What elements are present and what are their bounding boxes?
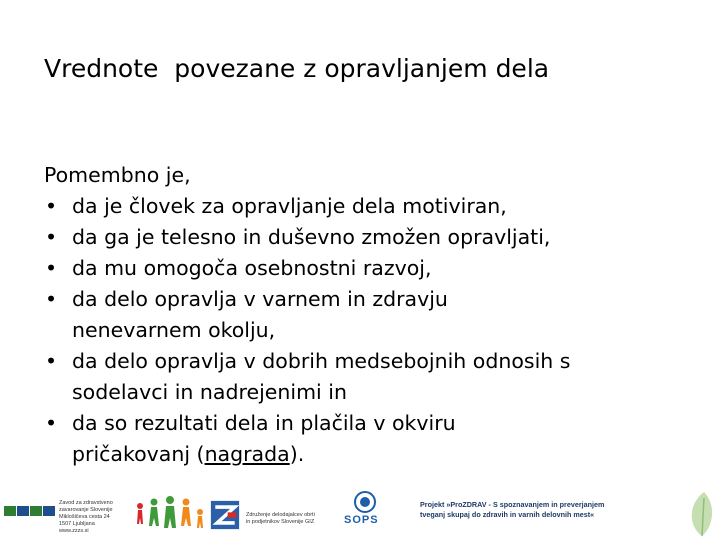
footer-logos xyxy=(0,488,720,540)
project-line: tveganj skupaj do zdravih in varnih delovnih mest« xyxy=(420,510,595,519)
zzzs-mark-icon xyxy=(4,504,56,518)
bullet-dot: • xyxy=(45,411,58,435)
slide-title: Vrednote povezane z opravljanjem dela xyxy=(44,54,550,83)
bullet-item xyxy=(44,253,704,284)
zdops-line: Združenje delodajalcev obrti xyxy=(246,512,315,518)
zzzs-line: www.zzzs.si xyxy=(59,528,89,534)
project-line: Projekt »ProZDRAV - S spoznavanjem in preverjanjem xyxy=(420,500,605,509)
last-line-prefix: pričakovanj ( xyxy=(72,442,205,466)
last-line-suffix: ). xyxy=(289,442,305,466)
bullet-item xyxy=(44,191,704,222)
intro-text: Pomembno je, xyxy=(44,163,191,187)
project-text xyxy=(420,500,682,520)
bullet-item xyxy=(44,346,704,408)
people-figures-icon xyxy=(130,492,210,536)
zdops-line: in podjetnikov Slovenije GIZ xyxy=(246,519,315,525)
bullet-item xyxy=(44,284,704,346)
bullet-dot: • xyxy=(45,225,58,249)
reward-word: nagrada xyxy=(204,442,290,466)
slide-body xyxy=(44,160,704,470)
zdops-mark-icon xyxy=(210,500,240,530)
bullet-text: da je človek za opravljanje dela motiviran, xyxy=(72,194,507,218)
bullet-item xyxy=(44,222,704,253)
bullet-text-continued: nenevarnem okolju, xyxy=(72,318,276,342)
bullet-text: da delo opravlja v varnem in zdravju xyxy=(72,287,448,311)
sops-emblem-icon xyxy=(350,490,380,514)
bullet-list xyxy=(44,191,704,470)
bullet-text: da mu omogoča osebnostni razvoj, xyxy=(72,256,432,280)
zdops-logo xyxy=(210,496,340,536)
zzzs-line: Zavod za zdravstveno xyxy=(59,500,113,506)
bullet-text: da delo opravlja v dobrih medsebojnih odnosih s xyxy=(72,349,571,373)
bullet-dot: • xyxy=(45,287,58,311)
sops-name: SOPS xyxy=(344,514,379,526)
bullet-text-continued xyxy=(72,439,704,470)
leaf-icon xyxy=(682,490,720,538)
bullet-text-continued: sodelavci in nadrejenimi in xyxy=(72,380,347,404)
zzzs-logo xyxy=(4,496,124,536)
bullet-text: da so rezultati dela in plačila v okviru xyxy=(72,411,456,435)
zzzs-line: 1507 Ljubljana xyxy=(59,521,95,527)
zdops-text xyxy=(246,512,315,526)
zzzs-text xyxy=(59,500,113,535)
sops-logo xyxy=(336,490,396,530)
bullet-item xyxy=(44,408,704,470)
bullet-dot: • xyxy=(45,256,58,280)
zzzs-line: zavarovanje Slovenije xyxy=(59,507,113,513)
zzzs-line: Miklošičeva cesta 24 xyxy=(59,514,110,520)
bullet-text: da ga je telesno in duševno zmožen opravljati, xyxy=(72,225,551,249)
bullet-dot: • xyxy=(45,194,58,218)
bullet-dot: • xyxy=(45,349,58,373)
